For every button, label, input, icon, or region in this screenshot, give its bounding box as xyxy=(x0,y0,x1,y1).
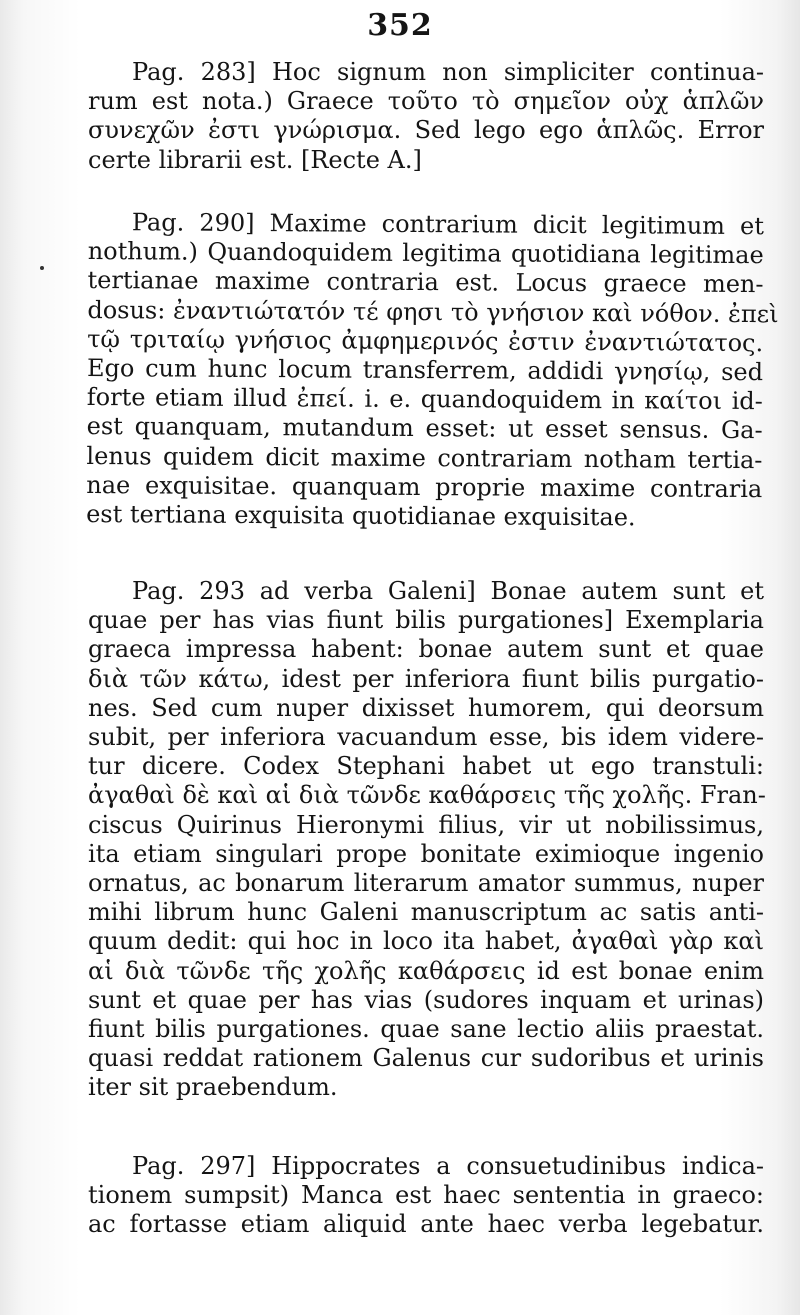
text-line: Pag. 283] Hoc signum non simpliciter continua- xyxy=(132,58,764,86)
text-line: dosus: ἐναντιώτατόν τέ φησι τὸ γνήσιον καὶ νόθον. ἐπεὶ xyxy=(87,295,779,328)
text-line: ita etiam singulari prope bonitate eximioque ingenio xyxy=(88,839,764,868)
text-line: tertianae maxime contraria est. Locus graece men- xyxy=(87,266,764,299)
text-line: quasi reddat rationem Galenus cur sudoribus et urinis xyxy=(88,1044,764,1073)
text-line: ac fortasse etiam aliquid ante haec verba legebatur. xyxy=(88,1210,764,1239)
text-line: αἱ διὰ τῶνδε τῆς χολῆς καθάρσεις id est bonae enim xyxy=(88,956,764,985)
text-line: est quanquam, mutandum esset: ut esset sensus. Ga- xyxy=(86,412,763,445)
ink-dot-mark xyxy=(40,266,44,270)
note-entry-pag-290 xyxy=(86,208,779,533)
text-line: nes. Sed cum nuper dixisset humorem, qui deorsum xyxy=(88,693,764,722)
text-line: Pag. 293 ad verba Galeni] Bonae autem sunt et xyxy=(132,577,764,605)
text-line: Ego cum hunc locum transferrem, addidi γνησίῳ, sed xyxy=(86,354,764,387)
page-number: 352 xyxy=(367,8,433,43)
text-line: ἀγαθαὶ δὲ καὶ αἱ διὰ τῶνδε καθάρσεις τῆς χολῆς. Fran- xyxy=(88,781,766,810)
text-line: mihi librum hunc Galeni manuscriptum ac satis anti- xyxy=(88,898,764,927)
text-line: συνεχῶν ἐστι γνώρισμα. Sed lego ego ἁπλῶς. Error xyxy=(88,116,764,145)
note-entry-pag-293 xyxy=(88,577,764,1103)
text-line: sunt et quae per has vias (sudores inquam et urinas) xyxy=(88,985,764,1014)
text-line: quum dedit: qui hoc in loco ita habet, ἀγαθαὶ γὰρ καὶ xyxy=(88,927,764,956)
text-line: nothum.) Quandoquidem legitima quotidiana legitimae xyxy=(87,237,764,270)
note-entry-pag-297 xyxy=(88,1152,764,1240)
text-line: subit, per inferiora vacuandum esse, bis idem videre- xyxy=(88,723,764,752)
text-line: iter sit praebendum. xyxy=(88,1073,338,1102)
text-line: lenus quidem dicit maxime contrariam notham tertia- xyxy=(86,441,763,474)
text-line: Pag. 297] Hippocrates a consuetudinibus indica- xyxy=(132,1152,764,1180)
text-line: nae exquisitae. quanquam proprie maxime contraria xyxy=(86,470,763,503)
text-line: rum est nota.) Graece τοῦτο τὸ σημεῖον οὐχ ἁπλῶν xyxy=(88,87,764,116)
text-line: tur dicere. Codex Stephani habet ut ego transtuli: xyxy=(88,752,764,781)
text-line: ornatus, ac bonarum literarum amator summus, nuper xyxy=(88,869,764,898)
text-line: forte etiam illud ἐπεί. i. e. quandoquidem in καίτοι id- xyxy=(86,383,763,416)
text-line: graeca impressa habent: bonae autem sunt et quae xyxy=(88,635,764,664)
text-line: certe librarii est. [Recte A.] xyxy=(88,145,422,174)
note-entry-pag-283 xyxy=(88,58,764,175)
text-line: Pag. 290] Maxime contrarium dicit legitimum et xyxy=(131,208,764,241)
text-line: fiunt bilis purgationes. quae sane lectio aliis praestat. xyxy=(88,1015,764,1044)
text-line: ciscus Quirinus Hieronymi filius, vir ut nobilissimus, xyxy=(88,810,764,839)
text-line: τῷ τριταίῳ γνήσιος ἀμφημερινός ἐστιν ἐναντιώτατος. xyxy=(87,324,764,357)
text-line: tionem sumpsit) Manca est haec sententia in graeco: xyxy=(88,1181,764,1210)
text-line: est tertiana exquisita quotidianae exquisitae. xyxy=(86,500,636,532)
text-line: quae per has vias fiunt bilis purgationes] Exemplaria xyxy=(88,606,764,635)
text-line: διὰ τῶν κάτω, idest per inferiora fiunt bilis purgatio- xyxy=(88,664,764,693)
